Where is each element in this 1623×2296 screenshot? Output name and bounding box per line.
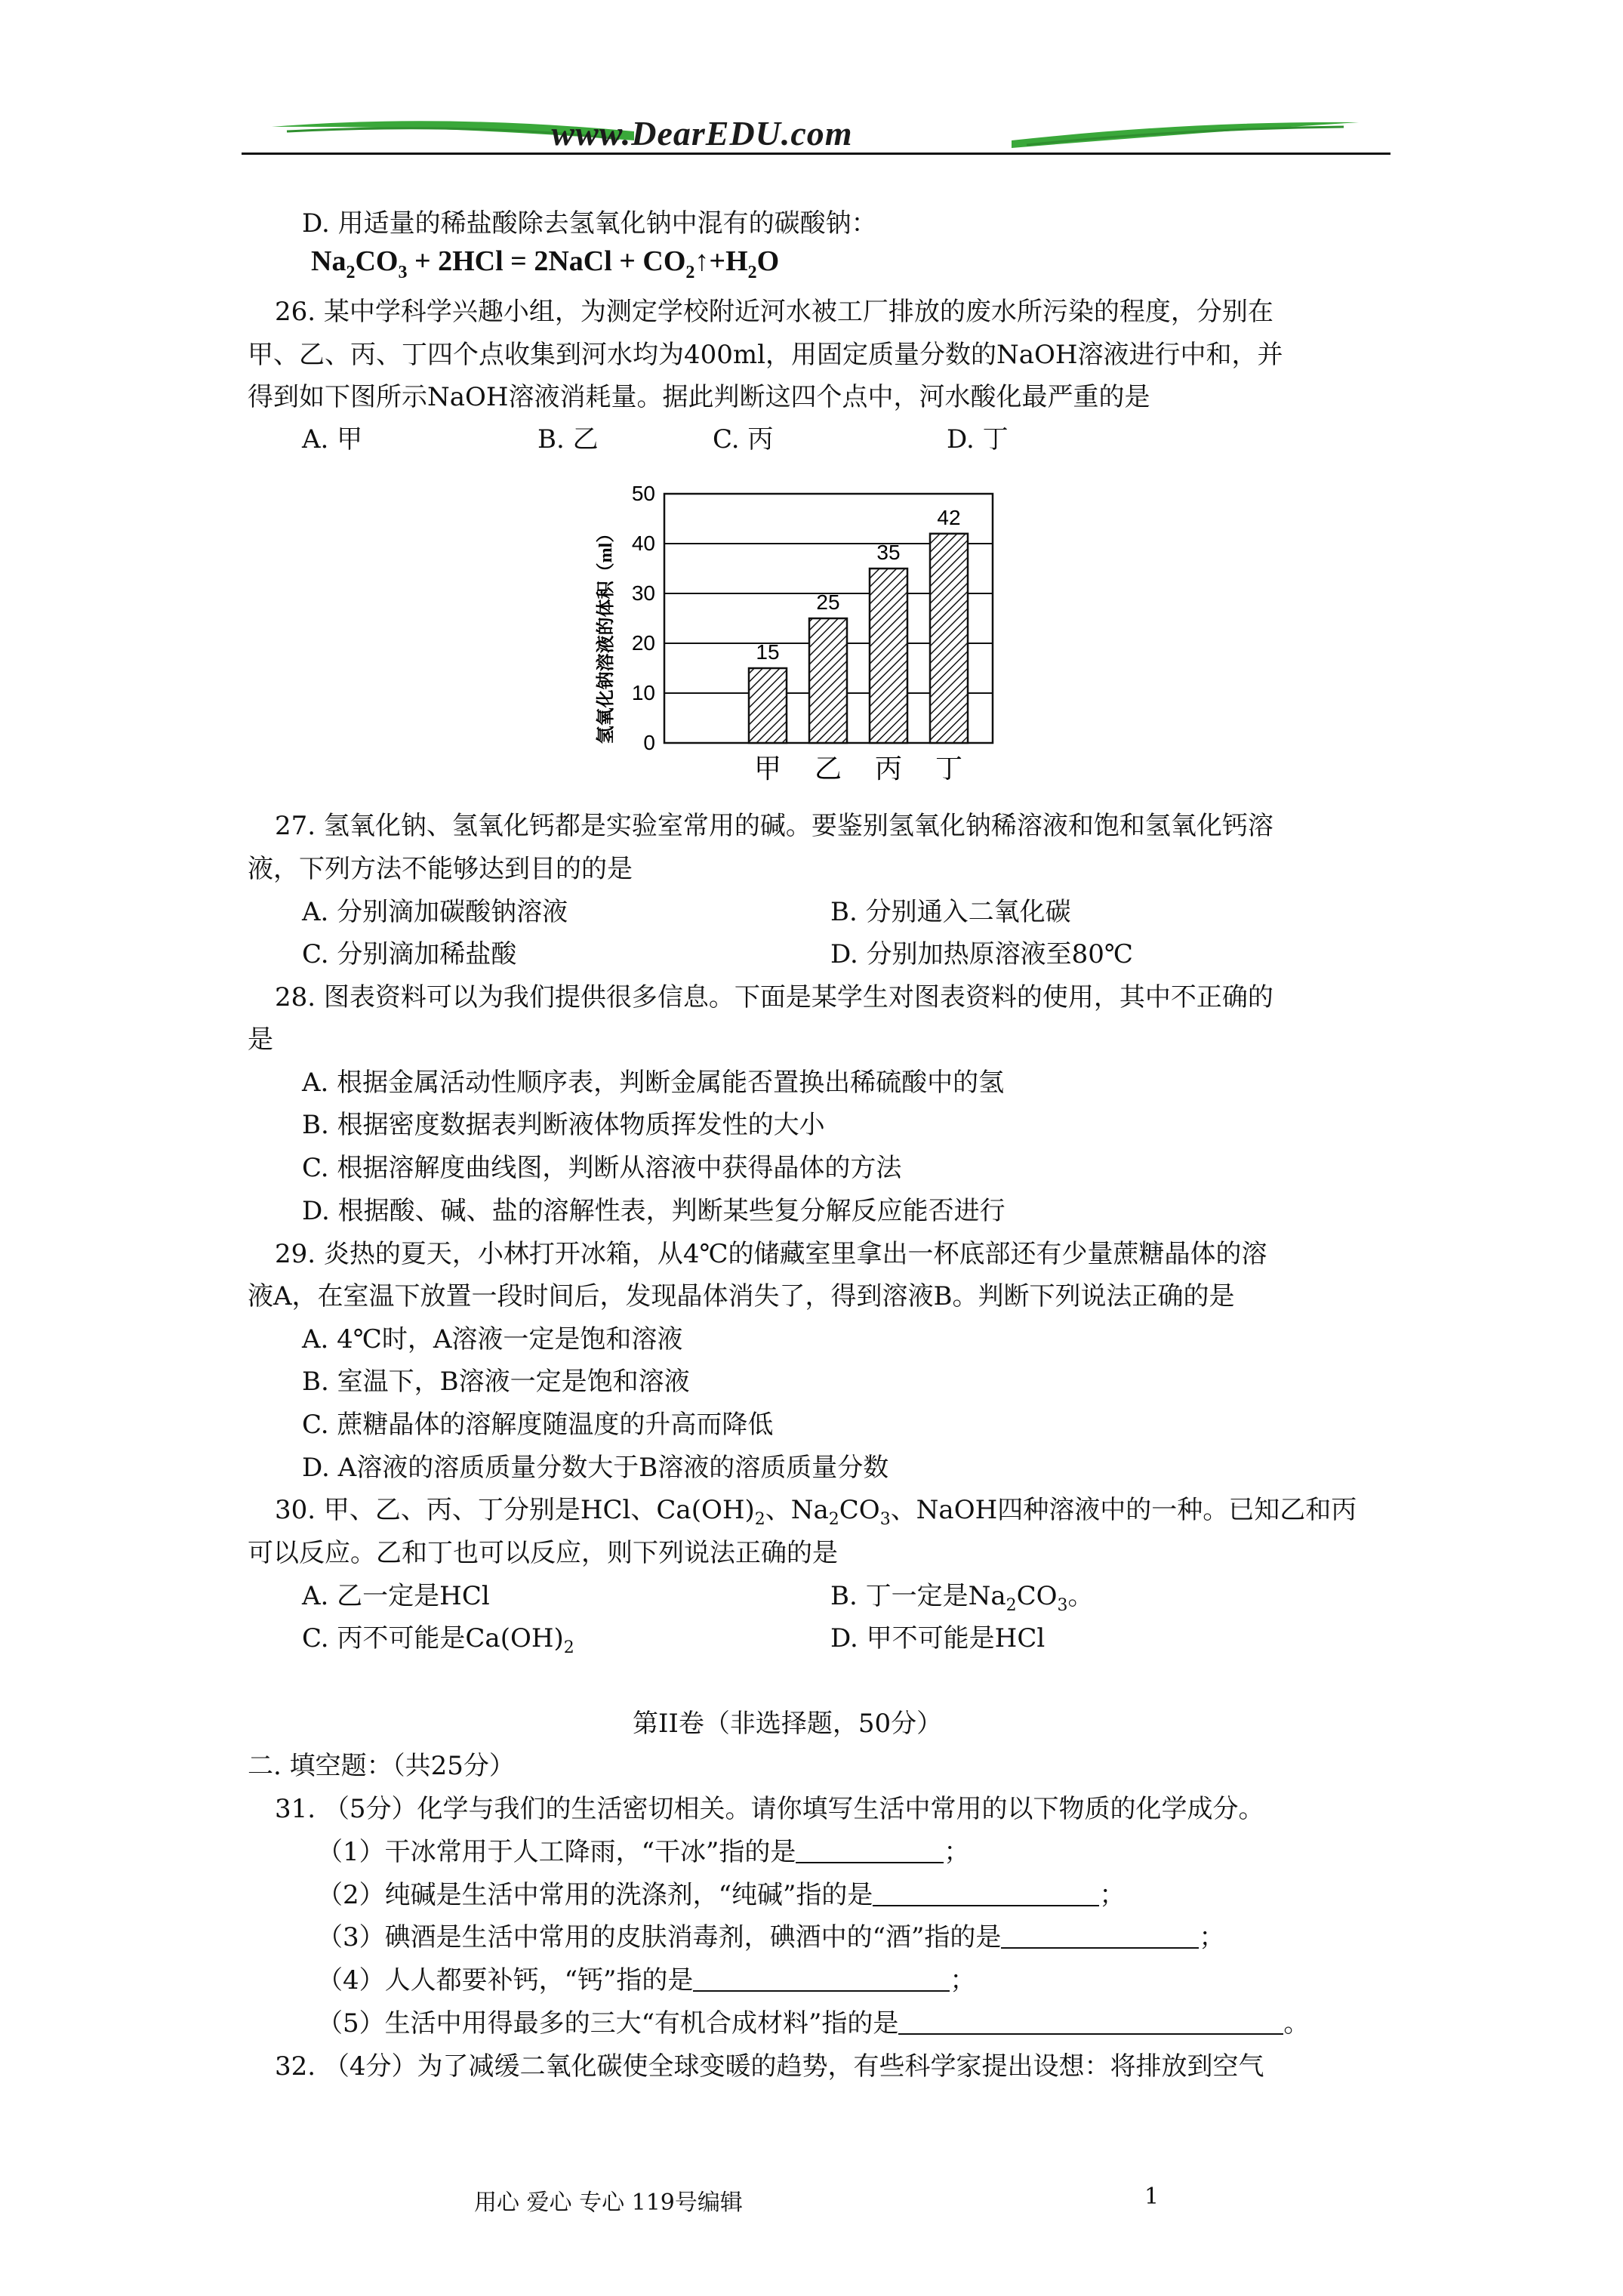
q30-option-b: B. 丁一定是$Na_2CO_3$。 xyxy=(830,1581,1094,1615)
q29-text-line1: 29. 炎热的夏天，小林打开冰箱，从4℃的储藏室里拿出一杯底部还有少量蔗糖晶体的溶 xyxy=(275,1239,1267,1269)
q31-answer-blank-1[interactable] xyxy=(796,1838,944,1863)
q30-option-c: C. 丙不可能是$Ca(OH)_2$ xyxy=(302,1623,574,1657)
q26-text-line3: 得到如下图所示NaOH溶液消耗量。据此判断这四个点中，河水酸化最严重的是 xyxy=(248,382,1150,412)
q29-option-a: A. 4℃时，A溶液一定是饱和溶液 xyxy=(302,1324,683,1354)
q26-text-line2: 甲、乙、丙、丁四个点收集到河水均为400ml，用固定质量分数的NaOH溶液进行中和，并 xyxy=(248,340,1283,370)
q26-option-b: B. 乙 xyxy=(537,424,599,455)
q29-option-c: C. 蔗糖晶体的溶解度随温度的升高而降低 xyxy=(302,1410,774,1440)
chart-y-tick-labels xyxy=(632,482,655,754)
q25-equation: $Na_2CO_3 + 2HCl$ = 2NaCl + $CO_2↑+H_2O$ xyxy=(311,245,780,282)
chart-bar-1 xyxy=(749,668,787,743)
chart-data-label: 25 xyxy=(816,590,840,614)
q31-answer-blank-3[interactable] xyxy=(1001,1923,1199,1949)
chart-category-label: 丙 xyxy=(874,754,903,784)
q25-option-d: D. 用适量的稀盐酸除去氢氧化钠中混有的碳酸钠： xyxy=(302,208,877,239)
q31-item-2: （2）纯碱是生活中常用的洗涤剂，“纯碱”指的是 ； xyxy=(317,1880,1126,1910)
naoh-bar-chart xyxy=(589,474,1042,799)
q28-option-d: D. 根据酸、碱、盐的溶解性表，判断某些复分解反应能否进行 xyxy=(302,1196,1006,1226)
q29-text-line2: 液A，在室温下放置一段时间后，发现晶体消失了，得到溶液B。判断下列说法正确的是 xyxy=(248,1281,1235,1311)
q30-text-line1: 30. 甲、乙、丙、丁分别是HCl、$Ca(OH)_2$、$Na_2CO_3$、NaOH四种溶液中的一种。已知乙和丙 xyxy=(275,1495,1357,1529)
part2-title: 第II卷（非选择题，50分） xyxy=(633,1709,943,1739)
header-logo-text: www.DearEDU.com xyxy=(551,114,853,153)
part2-section-heading: 二. 填空题：（共25分） xyxy=(248,1751,515,1781)
naoh-volume-chart xyxy=(589,474,1042,802)
chart-y-tick-label: 40 xyxy=(631,532,655,555)
q31-answer-blank-2[interactable] xyxy=(873,1881,1099,1906)
q29-option-b: B. 室温下，B溶液一定是饱和溶液 xyxy=(302,1367,690,1397)
q30-option-a: A. 乙一定是HCl xyxy=(302,1581,490,1611)
q27-option-a: A. 分别滴加碳酸钠溶液 xyxy=(302,897,568,927)
chart-y-axis-label: 氢氧化钠溶液的体积（ml） xyxy=(596,524,616,744)
q28-text-line1: 28. 图表资料可以为我们提供很多信息。下面是某学生对图表资料的使用，其中不正确的 xyxy=(275,982,1273,1012)
q27-option-c: C. 分别滴加稀盐酸 xyxy=(302,939,517,969)
q26-option-c: C. 丙 xyxy=(713,424,774,455)
chart-y-tick-label: 20 xyxy=(631,631,655,655)
chart-category-label: 丁 xyxy=(935,754,963,784)
chart-bar-3 xyxy=(870,569,907,743)
chart-category-label: 甲 xyxy=(753,754,782,784)
q27-option-d: D. 分别加热原溶液至80℃ xyxy=(830,939,1133,969)
q30-text-line2: 可以反应。乙和丁也可以反应，则下列说法正确的是 xyxy=(248,1538,838,1568)
chart-y-tick-label: 50 xyxy=(631,482,655,505)
q31-item-3: （3）碘酒是生活中常用的皮肤消毒剂，碘酒中的“酒”指的是 ； xyxy=(317,1922,1225,1952)
q31-answer-blank-5[interactable] xyxy=(898,2009,1283,2035)
q31-item-1: （1）干冰常用于人工降雨，“干冰”指的是 ； xyxy=(317,1837,970,1867)
q27-option-b: B. 分别通入二氧化碳 xyxy=(830,897,1071,927)
q27-text-line2: 液，下列方法不能够达到目的的是 xyxy=(248,854,633,884)
footer-text: 用心 爱心 专心 119号编辑 xyxy=(474,2190,743,2216)
q26-option-a: A. 甲 xyxy=(302,424,363,455)
q26-text-line1: 26. 某中学科学兴趣小组，为测定学校附近河水被工厂排放的废水所污染的程度，分别在 xyxy=(275,297,1273,327)
q27-text-line1: 27. 氢氧化钠、氢氧化钙都是实验室常用的碱。要鉴别氢氧化钠稀溶液和饱和氢氧化钙溶 xyxy=(275,811,1273,841)
chart-category-label: 乙 xyxy=(814,754,842,784)
chart-y-tick-label: 10 xyxy=(631,681,655,704)
q31-answer-blank-4[interactable] xyxy=(693,1966,950,1992)
q28-option-c: C. 根据溶解度曲线图，判断从溶液中获得晶体的方法 xyxy=(302,1153,902,1183)
chart-data-label: 42 xyxy=(937,505,961,529)
chart-bars xyxy=(749,534,968,743)
q28-option-b: B. 根据密度数据表判断液体物质挥发性的大小 xyxy=(302,1110,825,1140)
q28-text-line2: 是 xyxy=(248,1025,273,1055)
q26-option-d: D. 丁 xyxy=(947,424,1009,455)
chart-data-label: 15 xyxy=(756,640,780,664)
q31-item-4: （4）人人都要补钙，“钙”指的是 ； xyxy=(317,1965,976,1996)
chart-bar-2 xyxy=(809,618,847,743)
q32-text-line1: 32. （4分）为了减缓二氧化碳使全球变暖的趋势，有些科学家提出设想：将排放到空气 xyxy=(275,2051,1264,2082)
footer-page-number: 1 xyxy=(1144,2184,1160,2210)
chart-data-label: 35 xyxy=(876,541,901,564)
chart-y-tick-label: 30 xyxy=(631,581,655,605)
q28-option-a: A. 根据金属活动性顺序表，判断金属能否置换出稀硫酸中的氢 xyxy=(302,1068,1005,1098)
q31-item-5: （5）生活中用得最多的三大“有机合成材料”指的是 。 xyxy=(317,2008,1310,2039)
chart-y-tick-label: 0 xyxy=(643,731,655,754)
chart-bar-4 xyxy=(930,534,968,743)
chart-category-labels xyxy=(754,754,962,784)
header-rule xyxy=(242,153,1390,155)
q31-intro: 31. （5分）化学与我们的生活密切相关。请你填写生活中常用的以下物质的化学成分。 xyxy=(275,1794,1264,1824)
q29-option-d: D. A溶液的溶质质量分数大于B溶液的溶质质量分数 xyxy=(302,1453,889,1483)
q30-option-d: D. 甲不可能是HCl xyxy=(830,1623,1046,1653)
